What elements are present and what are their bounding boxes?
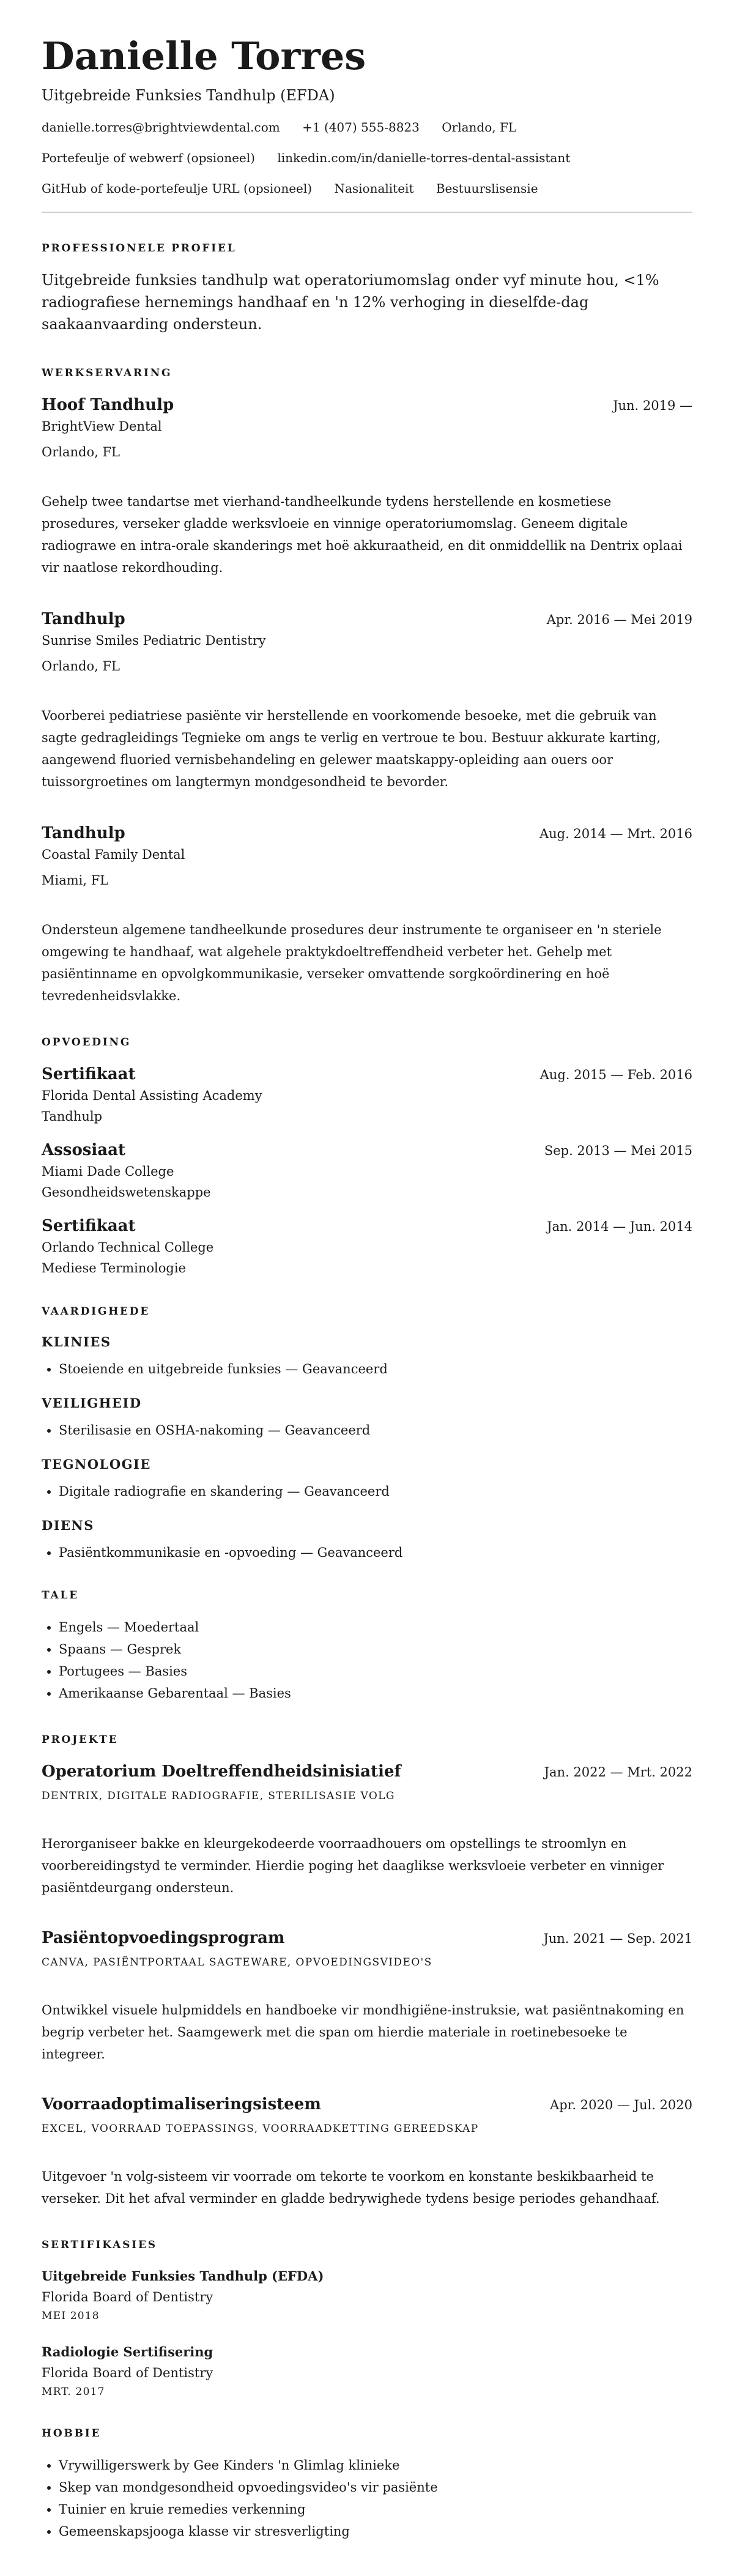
job-title: Hoof Tandhulp xyxy=(42,396,174,414)
entry-header xyxy=(42,822,692,844)
education-entry xyxy=(42,1139,692,1203)
job-dates: Apr. 2016 — Mei 2019 xyxy=(546,612,692,627)
section-title-hobbies: HOBBIE xyxy=(42,2427,102,2440)
language-list xyxy=(42,1616,692,1704)
education-dates: Sep. 2013 — Mei 2015 xyxy=(544,1143,692,1158)
languages-block xyxy=(42,1616,692,1704)
section-title-experience: WERKSERVARING xyxy=(42,367,172,379)
skill-item: • Pasiëntkommunikasie en -opvoeding — Geavanceerd xyxy=(59,1542,692,1564)
job-location: Orlando, FL xyxy=(42,659,120,674)
school-name: Miami Dade College xyxy=(42,1164,174,1179)
job-description: Ondersteun algemene tandheelkunde prosedures deur instrumente te organiseer en 'n steriele omgewing te handhaaf, wat algehele praktykdoeltreffendheid verbeter het. Gehelp met pasiëntinname en opvolgkommunikasie, verseker omvattende sorgkoördinering en hoë tevredenheidsvlakke. xyxy=(42,922,662,1003)
skill-category: DIENS xyxy=(42,1518,94,1533)
project-description: Ontwikkel visuele hulpmiddels en handboeke vir mondhigiëne-instruksie, wat pasiëntnakoming en begrip verbeter het. Saamgewerk met die span om hierdie materiale in roetinebesoeke te integreer. xyxy=(42,2003,684,2062)
project-tech: EXCEL, VOORRAAD TOEPASSINGS, VOORRAADKETTING GEREEDSKAP xyxy=(42,2123,479,2135)
skill-list xyxy=(42,1480,692,1502)
job-dates: Jun. 2019 — xyxy=(613,398,692,413)
projects-list xyxy=(42,1761,692,2210)
section-title-languages: TALE xyxy=(42,1589,80,1602)
language-item: • Amerikaanse Gebarentaal — Basies xyxy=(59,1682,692,1704)
linkedin-link[interactable]: linkedin.com/in/danielle-torres-dental-assistant xyxy=(277,150,571,165)
skill-item: • Stoeiende en uitgebreide funksies — Geavanceerd xyxy=(59,1358,692,1380)
profile-summary: Uitgebreide funksies tandhulp wat operatoriumomslag onder vyf minute hou, <1% radiografiese hernemings handhaaf en 'n 12% verhoging in dieselfde-dag saakaanvaarding ondersteun. xyxy=(42,272,659,333)
header-divider xyxy=(42,212,692,213)
project-dates: Apr. 2020 — Jul. 2020 xyxy=(550,2098,692,2112)
contact-row xyxy=(42,149,692,166)
degree: Sertifikaat xyxy=(42,1065,136,1083)
skill-category: TEGNOLOGIE xyxy=(42,1457,151,1472)
contact-row xyxy=(42,180,692,197)
section-title-education: OPVOEDING xyxy=(42,1036,132,1049)
job-dates: Aug. 2014 — Mrt. 2016 xyxy=(539,826,692,841)
job-location: Orlando, FL xyxy=(42,445,120,459)
experience-entry xyxy=(42,822,692,1007)
experience-entry xyxy=(42,608,692,793)
experience-entry xyxy=(42,394,692,579)
location: Orlando, FL xyxy=(442,120,517,135)
project-description: Herorganiseer bakke en kleurgekodeerde voorraadhouers om opstellings te stroomlyn en voorbereidingstyd te verminder. Hierdie poging het daaglikse werksvloeie verbeter en vinniger pasiëntdeurgang ondersteun. xyxy=(42,1836,664,1895)
entry-header xyxy=(42,1139,692,1161)
section-title-skills: VAARDIGHEDE xyxy=(42,1305,150,1318)
project-tech: CANVA, PASIËNTPORTAAL SAGTEWARE, OPVOEDINGSVIDEO'S xyxy=(42,1956,432,1969)
company-name: Sunrise Smiles Pediatric Dentistry xyxy=(42,633,266,648)
drivers-license: Bestuurslisensie xyxy=(436,181,538,196)
skill-item: • Digitale radiografie en skandering — Geavanceerd xyxy=(59,1480,692,1502)
field-of-study: Mediese Terminologie xyxy=(42,1261,186,1275)
skill-category: VEILIGHEID xyxy=(42,1395,142,1411)
github-link[interactable]: GitHub of kode-portefeulje URL (opsioneel) xyxy=(42,181,313,196)
entry-header xyxy=(42,2093,692,2115)
project-dates: Jun. 2021 — Sep. 2021 xyxy=(543,1931,692,1946)
job-title: Tandhulp xyxy=(42,610,125,628)
language-item: • Engels — Moedertaal xyxy=(59,1616,692,1638)
certification-name: Radiologie Sertifisering xyxy=(42,2344,213,2359)
contact-block xyxy=(42,119,692,197)
hobby-item: • Skep van mondgesondheid opvoedingsvideo's vir pasiënte xyxy=(59,2476,692,2498)
job-description: Voorberei pediatriese pasiënte vir herstellende en voorkomende besoeke, met die gebruik van sagte gedragleidings Tegnieke om angs te verlig en vertroue te bou. Bestuur akkurate karting, aangewend fluoried vernisbehandeling en gelewer maatskappy-opleiding aan ouers oor tuissorgroetines om langtermyn mondgesondheid te bevorder. xyxy=(42,708,661,789)
entry-header xyxy=(42,1761,692,1783)
entry-header xyxy=(42,1063,692,1085)
entry-header xyxy=(42,608,692,630)
entry-header xyxy=(42,1927,692,1949)
section-title-profile: PROFESSIONELE PROFIEL xyxy=(42,242,237,254)
project-entry xyxy=(42,1927,692,2065)
project-entry xyxy=(42,1761,692,1899)
hobby-item: • Tuinier en kruie remedies verkenning xyxy=(59,2498,692,2520)
education-entry xyxy=(42,1215,692,1279)
experience-list xyxy=(42,394,692,1007)
portfolio-link[interactable]: Portefeulje of webwerf (opsioneel) xyxy=(42,150,255,165)
skill-item: • Sterilisasie en OSHA-nakoming — Geavanceerd xyxy=(59,1419,692,1441)
school-name: Florida Dental Assisting Academy xyxy=(42,1088,262,1103)
skills-block xyxy=(42,1332,692,1564)
certification-issuer: Florida Board of Dentistry xyxy=(42,2290,213,2304)
language-item: • Portugees — Basies xyxy=(59,1660,692,1682)
skill-category: KLINIES xyxy=(42,1334,111,1349)
certification-issuer: Florida Board of Dentistry xyxy=(42,2366,213,2380)
job-title: Tandhulp xyxy=(42,824,125,842)
project-name: Voorraadoptimaliseringsisteem xyxy=(42,2095,321,2114)
company-name: BrightView Dental xyxy=(42,419,162,434)
entry-header xyxy=(42,1215,692,1237)
field-of-study: Gesondheidswetenskappe xyxy=(42,1185,211,1200)
skill-list xyxy=(42,1358,692,1380)
hobby-list xyxy=(42,2454,692,2542)
skill-list xyxy=(42,1419,692,1441)
project-name: Pasiëntopvoedingsprogram xyxy=(42,1929,285,1947)
section-title-certifications: SERTIFIKASIES xyxy=(42,2239,157,2251)
project-entry xyxy=(42,2093,692,2210)
project-description: Uitgevoer 'n volg-sisteem vir voorrade om tekorte te voorkom en konstante beskikbaarheid te verseker. Dit het afval verminder en gladde bedrywighede tydens besige periodes gehandhaaf. xyxy=(42,2169,660,2206)
section-title-projects: PROJEKTE xyxy=(42,1734,119,1746)
entry-header xyxy=(42,394,692,416)
job-location: Miami, FL xyxy=(42,873,109,888)
field-of-study: Tandhulp xyxy=(42,1109,103,1124)
project-dates: Jan. 2022 — Mrt. 2022 xyxy=(544,1765,692,1780)
phone-number[interactable]: +1 (407) 555-8823 xyxy=(302,120,420,135)
job-description: Gehelp twee tandartse met vierhand-tandheelkunde tydens herstellende en kosmetiese prosedures, verseker gladde werksvloeie en vinnige operatoriumomslag. Geneem digitale radiograwe en intra-orale skanderings met hoë akkuraatheid, en dit onmiddellik na Dentrix oplaai vir naatlose rekordhouding. xyxy=(42,494,683,575)
project-name: Operatorium Doeltreffendheidsinisiatief xyxy=(42,1762,401,1781)
certification-date: MRT. 2017 xyxy=(42,2386,105,2398)
school-name: Orlando Technical College xyxy=(42,1240,214,1255)
resume-content xyxy=(42,32,692,2556)
company-name: Coastal Family Dental xyxy=(42,847,185,862)
certification-name: Uitgebreide Funksies Tandhulp (EFDA) xyxy=(42,2268,324,2284)
hobby-item: • Gemeenskapsjooga klasse vir stresverligting xyxy=(59,2520,692,2542)
skill-list xyxy=(42,1542,692,1564)
certification-entry xyxy=(42,2266,692,2325)
language-item: • Spaans — Gesprek xyxy=(59,1638,692,1660)
candidate-name: Danielle Torres xyxy=(42,34,366,78)
email-link[interactable]: danielle.torres@brightviewdental.com xyxy=(42,120,280,135)
headline: Uitgebreide Funksies Tandhulp (EFDA) xyxy=(42,87,335,104)
education-dates: Aug. 2015 — Feb. 2016 xyxy=(539,1067,692,1082)
project-tech: DENTRIX, DIGITALE RADIOGRAFIE, STERILISASIE VOLG xyxy=(42,1790,395,1802)
certifications-list xyxy=(42,2266,692,2400)
education-list xyxy=(42,1063,692,1279)
certification-date: MEI 2018 xyxy=(42,2310,100,2322)
contact-row xyxy=(42,119,692,136)
certification-entry xyxy=(42,2342,692,2400)
degree: Sertifikaat xyxy=(42,1217,136,1235)
education-dates: Jan. 2014 — Jun. 2014 xyxy=(547,1219,692,1234)
degree: Assosiaat xyxy=(42,1141,126,1159)
nationality: Nasionaliteit xyxy=(334,181,414,196)
hobby-item: • Vrywilligerswerk by Gee Kinders 'n Glimlag klinieke xyxy=(59,2454,692,2476)
education-entry xyxy=(42,1063,692,1127)
